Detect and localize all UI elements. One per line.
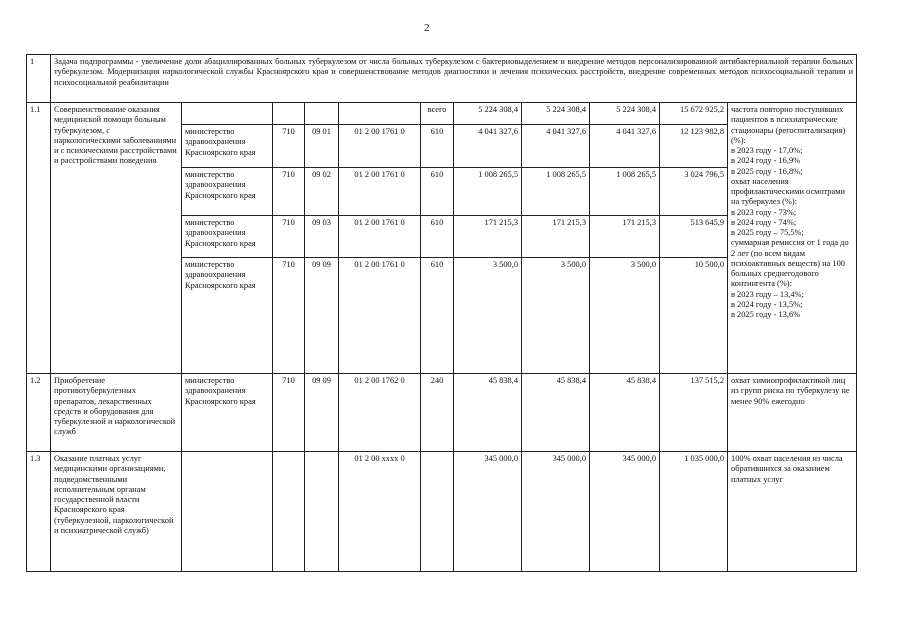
expected-result: частота повторно поступивших пациентов в психиатрические стационары (регоспитализация) (%): в 2023 году - 17,0%; в 2024 году - 16,9% в 2025 году - 16,8%; охват населения профилактическими осмотрами на туберкулез (%): в 2023 году - 73%; в 2024 году - 74%; в 2025 году – 75,5%; суммарная ремиссия от 1 года до 2 лет (по всем видам психоактивных веществ) на 100 больных среднегодового контингента (%): в 2023 году – 13,4%; в 2024 году - 13,5%; в 2025 году - 13,6% [728, 103, 857, 374]
section-cell: 09 03 [305, 216, 339, 258]
cell-2023: 45 838,4 [454, 374, 522, 452]
code-cell: 710 [273, 125, 305, 168]
code-cell: 710 [273, 168, 305, 216]
measure-name: Приобретение противотуберкулезных препаратов, лекарственных средств и оборудования для туберкулезной и наркологической служб [51, 374, 182, 452]
cell-2023: 5 224 308,4 [454, 103, 522, 125]
section-cell: 09 09 [305, 374, 339, 452]
section-cell: 09 02 [305, 168, 339, 216]
code-cell: 710 [273, 216, 305, 258]
code-cell: 710 [273, 258, 305, 374]
expected-result: 100% охват населения из числа обратившихся за оказанием платных услуг [728, 452, 857, 572]
measure-number: 1.3 [27, 452, 51, 572]
table-row [27, 452, 857, 572]
cell-total: 10 500,0 [660, 258, 728, 374]
csr-cell: 01 2 00 xxxx 0 [339, 452, 421, 572]
table-row [27, 374, 857, 452]
cell-2025: 345 000,0 [590, 452, 660, 572]
vr-cell: 610 [421, 258, 454, 374]
task-number: 1 [27, 55, 51, 103]
cell-2025: 45 838,4 [590, 374, 660, 452]
table-row [27, 103, 857, 125]
cell-total: 1 035 000,0 [660, 452, 728, 572]
code-cell: 710 [273, 374, 305, 452]
measure-number: 1.2 [27, 374, 51, 452]
cell-2023: 1 008 265,5 [454, 168, 522, 216]
cell-2025: 1 008 265,5 [590, 168, 660, 216]
cell-2025: 5 224 308,4 [590, 103, 660, 125]
page-number: 2 [424, 22, 430, 34]
expected-result: охват химиопрофилактикой лиц из групп риска по туберкулезу не менее 90% ежегодно [728, 374, 857, 452]
csr-cell: 01 2 00 1761 0 [339, 258, 421, 374]
cell-2023: 4 041 327,6 [454, 125, 522, 168]
cell-total: 137 515,2 [660, 374, 728, 452]
csr-cell: 01 2 00 1761 0 [339, 125, 421, 168]
cell-total: 12 123 982,8 [660, 125, 728, 168]
grbs-cell: министерство здравоохранения Красноярского края [182, 125, 273, 168]
section-cell: 09 09 [305, 258, 339, 374]
cell-2023: 3 500,0 [454, 258, 522, 374]
cell-2024: 3 500,0 [522, 258, 590, 374]
cell-2024: 4 041 327,6 [522, 125, 590, 168]
section-cell: 09 01 [305, 125, 339, 168]
total-label: всего [421, 103, 454, 125]
csr-cell: 01 2 00 1761 0 [339, 216, 421, 258]
cell-2023: 345 000,0 [454, 452, 522, 572]
grbs-cell: министерство здравоохранения Красноярского края [182, 168, 273, 216]
cell-2024: 1 008 265,5 [522, 168, 590, 216]
cell-total: 15 672 925,2 [660, 103, 728, 125]
subprogram-measures-table [26, 54, 857, 572]
vr-cell: 610 [421, 125, 454, 168]
task-row [27, 55, 857, 103]
grbs-cell: министерство здравоохранения Красноярского края [182, 374, 273, 452]
measure-name: Оказание платных услуг медицинскими организациями, подведомственными исполнительным органам государственной власти Красноярского края (туберкулезной, наркологической и психиатрической служб) [51, 452, 182, 572]
cell-2025: 171 215,3 [590, 216, 660, 258]
measure-number: 1.1 [27, 103, 51, 374]
csr-cell: 01 2 00 1761 0 [339, 168, 421, 216]
cell-2024: 5 224 308,4 [522, 103, 590, 125]
vr-cell: 610 [421, 216, 454, 258]
cell-2023: 171 215,3 [454, 216, 522, 258]
cell-2025: 4 041 327,6 [590, 125, 660, 168]
cell-total: 3 024 796,5 [660, 168, 728, 216]
measure-name: Совершенствование оказания медицинской помощи больным туберкулезом, с наркологическими заболеваниями и с психическими расстройствами и расстройствами поведения [51, 103, 182, 374]
cell-2024: 45 838,4 [522, 374, 590, 452]
cell-2025: 3 500,0 [590, 258, 660, 374]
cell-2024: 171 215,3 [522, 216, 590, 258]
cell-total: 513 645,9 [660, 216, 728, 258]
cell-2024: 345 000,0 [522, 452, 590, 572]
vr-cell: 610 [421, 168, 454, 216]
vr-cell: 240 [421, 374, 454, 452]
grbs-cell: министерство здравоохранения Красноярского края [182, 216, 273, 258]
grbs-cell: министерство здравоохранения Красноярского края [182, 258, 273, 374]
csr-cell: 01 2 00 1762 0 [339, 374, 421, 452]
task-description: Задача подпрограммы - увеличение доли абациллированных больных туберкулезом от числа больных туберкулезом с бактериовыделением и внедрение методов персонализированной антибактериальной терапии больных туберкулезом. Модернизация наркологической службы Красноярского края и совершенствование методов диагностики и лечения психических расстройств, внедрение современных методов психосоциальной терапии и психосоциальной реабилитации [51, 55, 857, 103]
